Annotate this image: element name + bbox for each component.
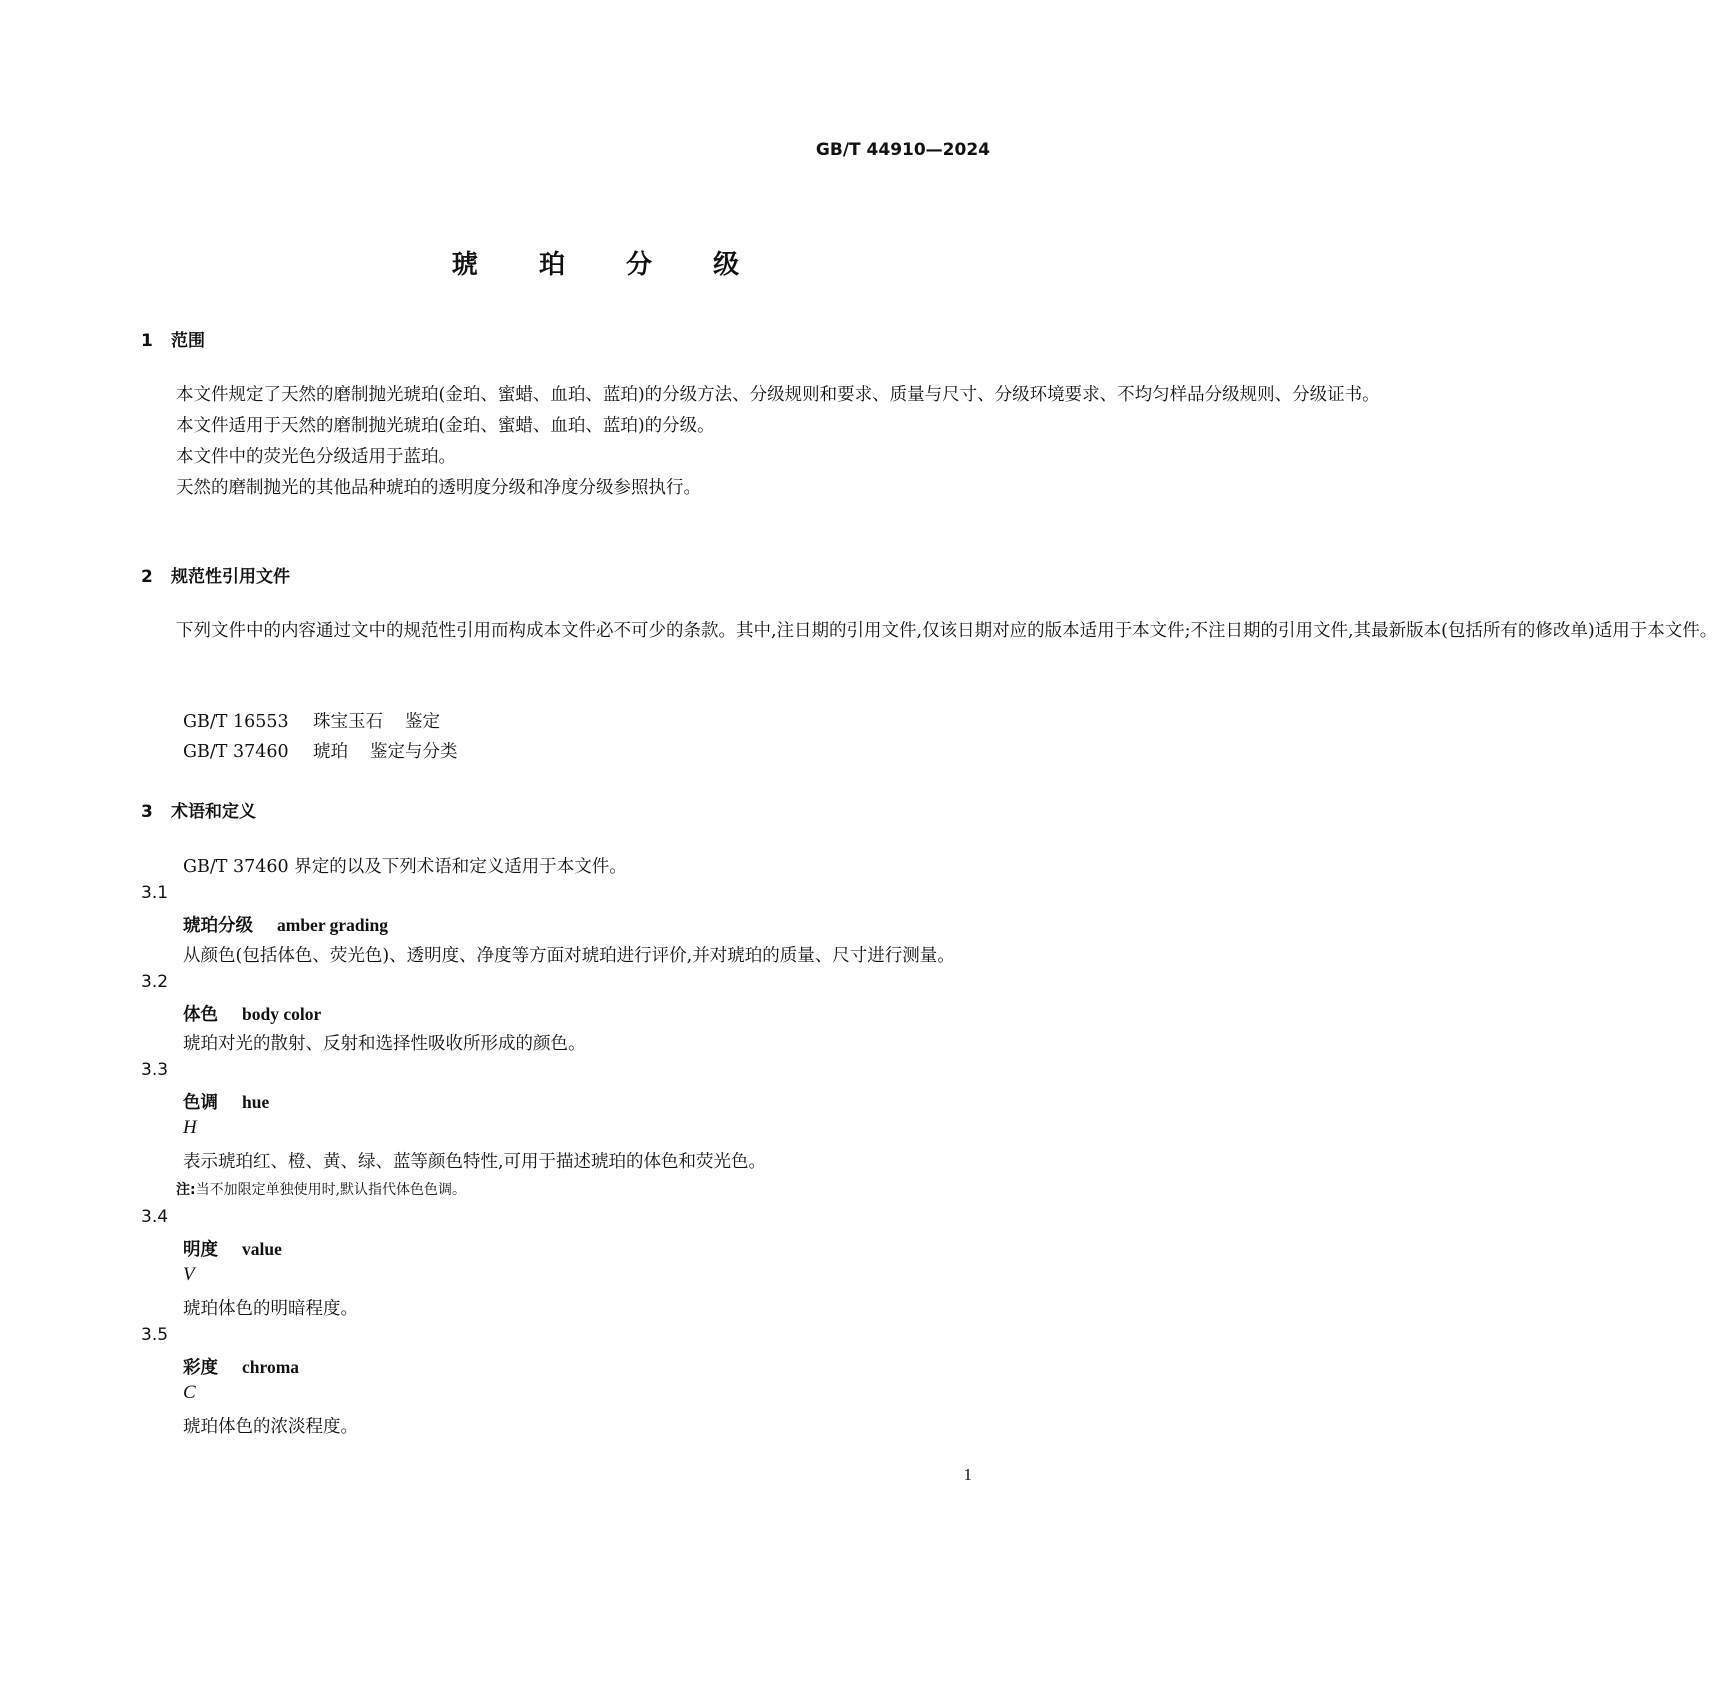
term-symbol: V xyxy=(183,1264,195,1285)
section-1-heading xyxy=(141,326,205,351)
section-2-intro xyxy=(141,616,1717,647)
reference-subtitle: 鉴定与分类 xyxy=(370,742,458,762)
term-note xyxy=(176,1179,466,1199)
section-1-body xyxy=(141,380,1380,504)
term-number: 3.1 xyxy=(141,883,169,903)
term-name-en: value xyxy=(242,1239,282,1259)
term-name-cn: 体色 xyxy=(183,1005,218,1025)
term-name xyxy=(183,912,388,937)
term-number: 3.2 xyxy=(141,972,169,992)
reference-title: 珠宝玉石 xyxy=(313,712,383,732)
note-text: 当不加限定单独使用时,默认指代体色色调。 xyxy=(195,1182,467,1198)
paragraph: 下列文件中的内容通过文中的规范性引用而构成本文件必不可少的条款。其中,注日期的引用文件,仅该日期对应的版本适用于本文件;不注日期的引用文件,其最新版本(包括所有的修改单)适用于本文件。 xyxy=(176,621,1717,641)
section-number: 2 xyxy=(141,567,153,587)
page-number: 1 xyxy=(963,1465,972,1484)
section-3-heading xyxy=(141,797,256,822)
term-symbol: C xyxy=(183,1382,196,1403)
term-name xyxy=(183,1001,321,1026)
paragraph: 本文件适用于天然的磨制抛光琥珀(金珀、蜜蜡、血珀、蓝珀)的分级。 xyxy=(176,416,715,436)
term-number: 3.4 xyxy=(141,1207,169,1227)
normative-reference xyxy=(183,738,458,763)
term-name xyxy=(183,1236,282,1261)
term-definition: 琥珀体色的明暗程度。 xyxy=(183,1299,358,1319)
term-name-en: body color xyxy=(242,1004,322,1024)
term-definition: 琥珀体色的浓淡程度。 xyxy=(183,1417,358,1437)
term-symbol: H xyxy=(183,1117,197,1138)
term-definition: 琥珀对光的散射、反射和选择性吸收所形成的颜色。 xyxy=(183,1034,586,1054)
paragraph: 天然的磨制抛光的其他品种琥珀的透明度分级和净度分级参照执行。 xyxy=(176,478,701,498)
term-name-cn: 琥珀分级 xyxy=(183,916,253,936)
term-name xyxy=(183,1354,299,1379)
term-name-en: amber grading xyxy=(277,915,388,935)
paragraph: 本文件中的荧光色分级适用于蓝珀。 xyxy=(176,447,456,467)
reference-subtitle: 鉴定 xyxy=(405,712,440,732)
reference-code: GB/T 37460 xyxy=(183,742,289,762)
standard-number: GB/T 44910—2024 xyxy=(815,140,990,160)
term-name-en: hue xyxy=(242,1092,270,1112)
term-number: 3.5 xyxy=(141,1325,169,1345)
section-2-heading xyxy=(141,562,290,587)
term-name-en: chroma xyxy=(242,1357,300,1377)
term-name-cn: 色调 xyxy=(183,1093,218,1113)
paragraph: 本文件规定了天然的磨制抛光琥珀(金珀、蜜蜡、血珀、蓝珀)的分级方法、分级规则和要求、质量与尺寸、分级环境要求、不均匀样品分级规则、分级证书。 xyxy=(176,385,1380,405)
term-definition: 从颜色(包括体色、荧光色)、透明度、净度等方面对琥珀进行评价,并对琥珀的质量、尺寸进行测量。 xyxy=(183,946,955,966)
section-3-intro: GB/T 37460 界定的以及下列术语和定义适用于本文件。 xyxy=(183,857,627,877)
term-definition: 表示琥珀红、橙、黄、绿、蓝等颜色特性,可用于描述琥珀的体色和荧光色。 xyxy=(183,1152,767,1172)
reference-title: 琥珀 xyxy=(313,742,348,762)
section-title: 术语和定义 xyxy=(171,802,256,822)
document-title: 琥 珀 分 级 xyxy=(451,250,766,280)
section-title: 规范性引用文件 xyxy=(171,567,290,587)
section-number: 1 xyxy=(141,331,153,351)
term-name xyxy=(183,1089,269,1114)
section-title: 范围 xyxy=(171,331,205,351)
term-name-cn: 彩度 xyxy=(183,1358,218,1378)
term-name-cn: 明度 xyxy=(183,1240,218,1260)
note-label: 注: xyxy=(176,1182,196,1198)
section-number: 3 xyxy=(141,802,153,822)
normative-reference xyxy=(183,708,440,733)
reference-code: GB/T 16553 xyxy=(183,712,289,732)
term-number: 3.3 xyxy=(141,1060,169,1080)
